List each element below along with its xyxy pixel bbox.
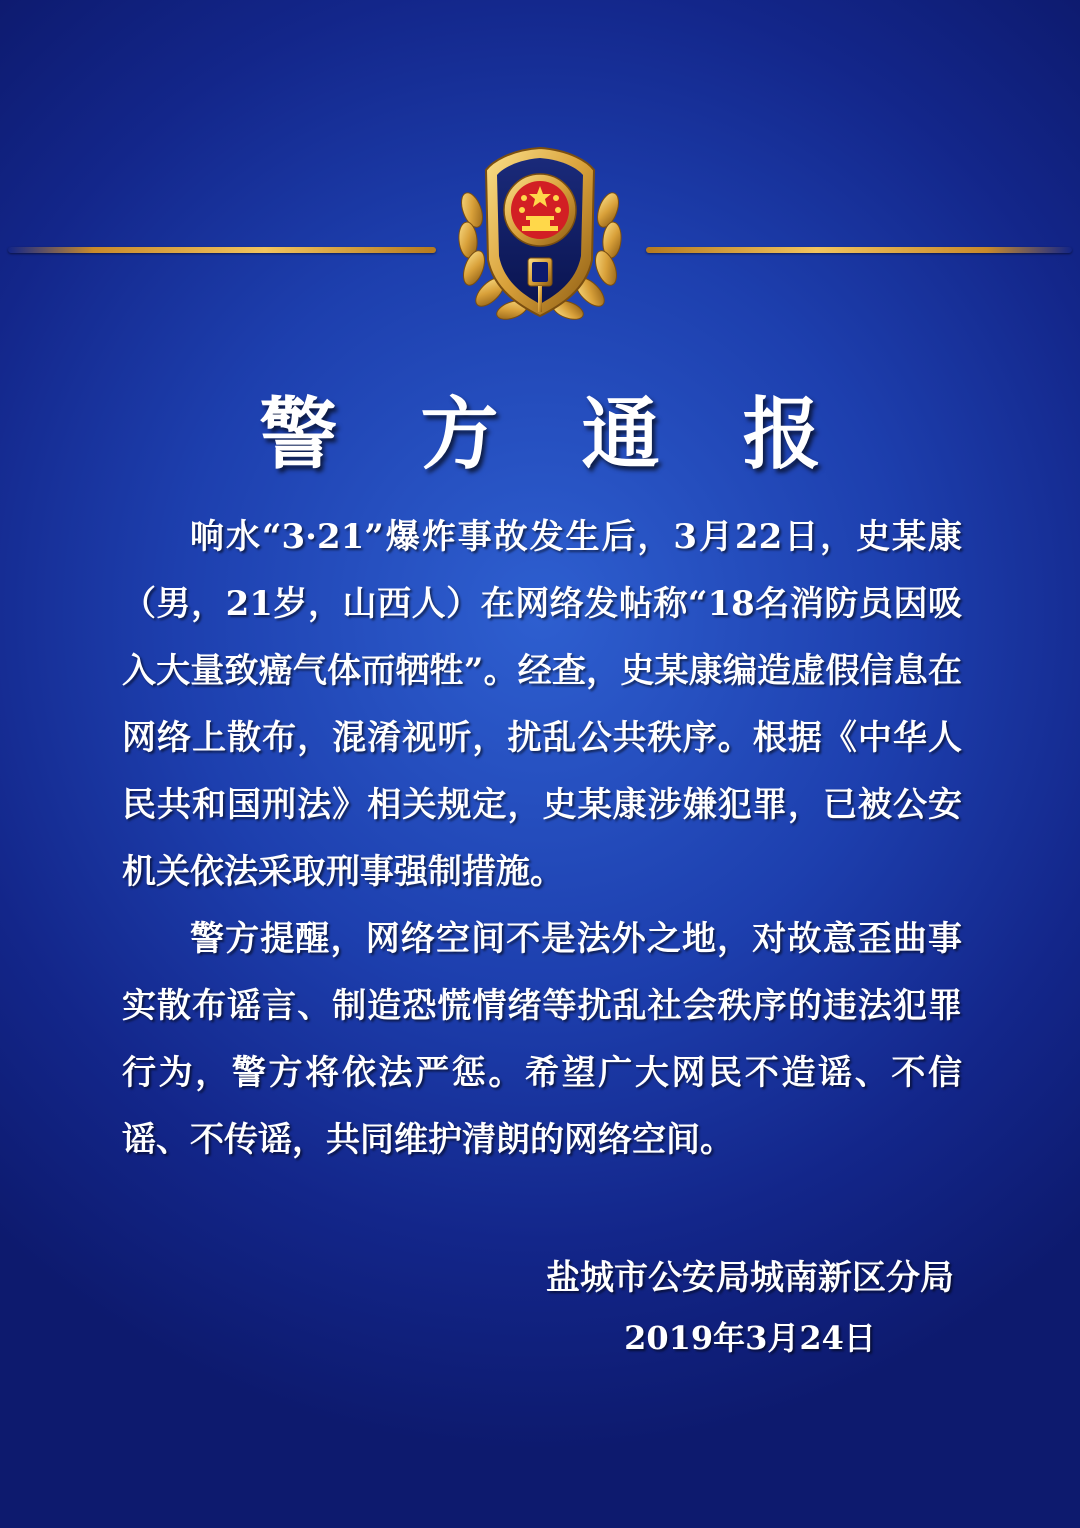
signature-block (546, 1248, 954, 1368)
notice-body (122, 504, 962, 1174)
issue-date: 2019年3月24日 (624, 1319, 876, 1357)
notice-paragraph-1: 响水“3·21”爆炸事故发生后，3月22日，史某康（男，21岁，山西人）在网络发帖称“18名消防员因吸入大量致癌气体而牺牲”。经查，史某康编造虚假信息在网络上散布，混淆视听，扰乱公共秩序。根据《中华人民共和国刑法》相关规定，史某康涉嫌犯罪，已被公安机关依法采取刑事强制措施。 (122, 517, 962, 892)
issuer-name: 盐城市公安局城南新区分局 (546, 1258, 954, 1298)
page-title: 警 方 通 报 (259, 390, 849, 480)
left-gold-line (8, 247, 436, 253)
police-emblem-icon (450, 140, 630, 328)
header (0, 0, 1080, 340)
notice-paragraph-2: 警方提醒，网络空间不是法外之地，对故意歪曲事实散布谣言、制造恐慌情绪等扰乱社会秩序的违法犯罪行为，警方将依法严惩。希望广大网民不造谣、不信谣、不传谣，共同维护清朗的网络空间。 (122, 919, 962, 1160)
right-gold-line (646, 247, 1072, 253)
